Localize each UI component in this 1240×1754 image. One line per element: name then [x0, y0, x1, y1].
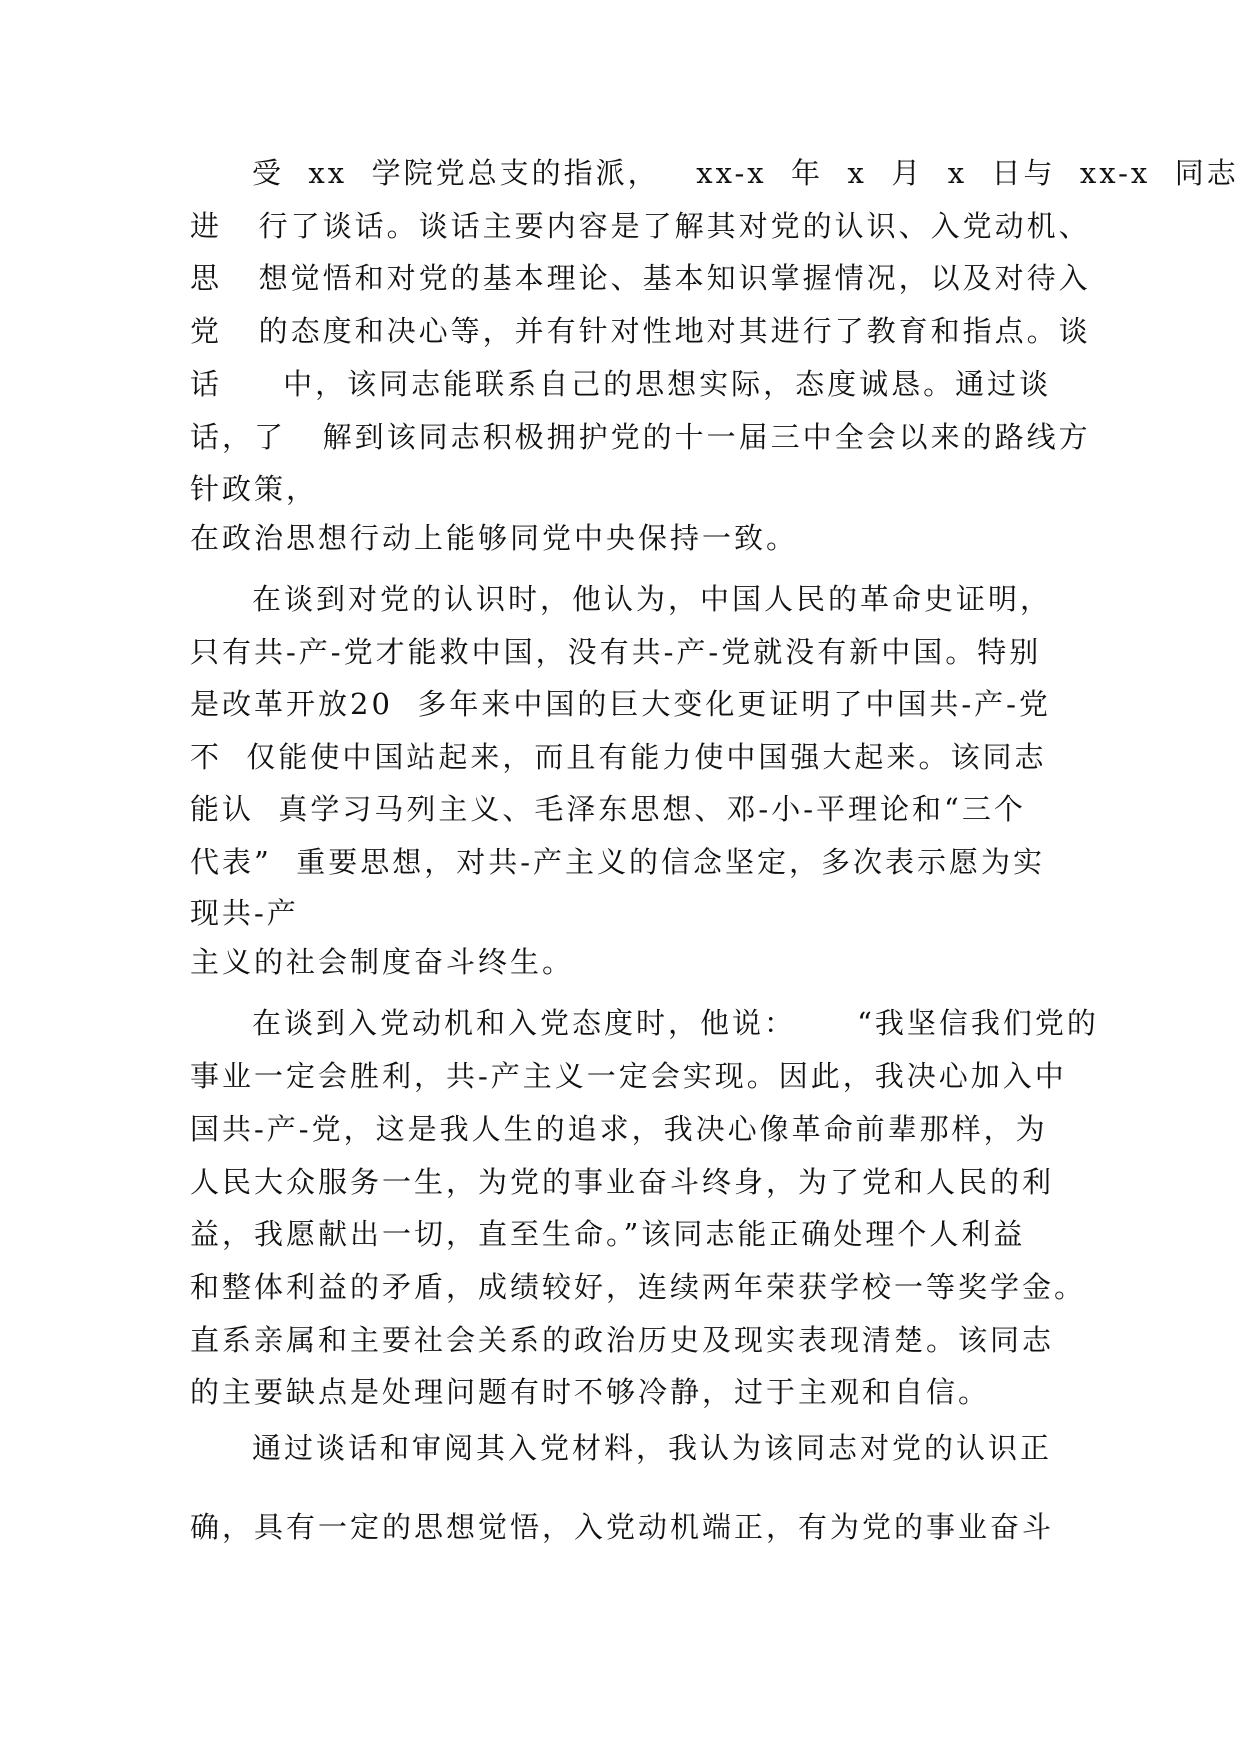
- paragraph-1-line-4: 党 的态度和决心等，并有针对性地对其进行了教育和指点。谈: [190, 314, 1091, 348]
- paragraph-3-line-4: 人民大众服务一生，为党的事业奋斗终身，为了党和人民的利: [190, 1165, 1055, 1199]
- paragraph-1-line-8: 在政治思想行动上能够同党中央保持一致。: [190, 521, 799, 555]
- paragraph-2-line-5: 能认 真学习马列主义、毛泽东思想、邓-小-平理论和“三个: [190, 792, 1026, 826]
- paragraph-2-line-1: 在谈到对党的认识时，他认为，中国人民的革命史证明，: [252, 582, 1053, 616]
- paragraph-3-line-8: 的主要缺点是处理问题有时不够冷静，过于主观和自信。: [190, 1375, 991, 1409]
- paragraph-2-line-3: 是改革开放20 多年来中国的巨大变化更证明了中国共-产-党: [190, 687, 1051, 721]
- paragraph-1-line-2: 进 行了谈话。谈话主要内容是了解其对党的认识、入党动机、: [190, 209, 1091, 243]
- paragraph-2-line-4: 不 仅能使中国站起来，而且有能力使中国强大起来。该同志: [190, 740, 1047, 774]
- paragraph-4-line-2: 确，具有一定的思想觉悟，入党动机端正，有为党的事业奋斗: [190, 1510, 1055, 1544]
- paragraph-3-line-3: 国共-产-党，这是我人生的追求，我决心像革命前辈那样，为: [190, 1112, 1048, 1146]
- paragraph-1-line-3: 思 想觉悟和对党的基本理论、基本知识掌握情况，以及对待入: [190, 261, 1091, 295]
- paragraph-4-line-1: 通过谈话和审阅其入党材料，我认为该同志对党的认识正: [252, 1431, 1053, 1465]
- paragraph-3-line-1: 在谈到入党动机和入党态度时，他说： “我坚信我们党的: [252, 1006, 1099, 1040]
- paragraph-3-line-6: 和整体利益的矛盾，成绩较好，连续两年荣获学校一等奖学金。: [190, 1270, 1087, 1304]
- paragraph-3-line-7: 直系亲属和主要社会关系的政治历史及现实表现清楚。该同志: [190, 1323, 1055, 1357]
- paragraph-3-line-2: 事业一定会胜利，共-产主义一定会实现。因此，我决心加入中: [190, 1059, 1067, 1093]
- paragraph-2-line-8: 主义的社会制度奋斗终生。: [190, 945, 575, 979]
- paragraph-2-line-7: 现共-产: [190, 896, 299, 930]
- paragraph-1-line-5: 话 中，该同志能联系自己的思想实际，态度诚恳。通过谈: [190, 367, 1052, 401]
- paragraph-1-line-1: 受 xx 学院党总支的指派， xx-x 年 x 月 x 日与 xx-x 同志: [252, 156, 1239, 190]
- paragraph-2-line-6: 代表” 重要思想，对共-产主义的信念坚定，多次表示愿为实: [190, 845, 1046, 879]
- paragraph-3-line-5: 益，我愿献出一切，直至生命。”该同志能正确处理个人利益: [190, 1217, 1026, 1251]
- paragraph-1-line-7: 针政策，: [190, 472, 319, 506]
- paragraph-1-line-6: 话，了 解到该同志积极拥护党的十一届三中全会以来的路线方: [190, 420, 1091, 454]
- paragraph-2-line-2: 只有共-产-党才能救中国，没有共-产-党就没有新中国。特别: [190, 635, 1042, 669]
